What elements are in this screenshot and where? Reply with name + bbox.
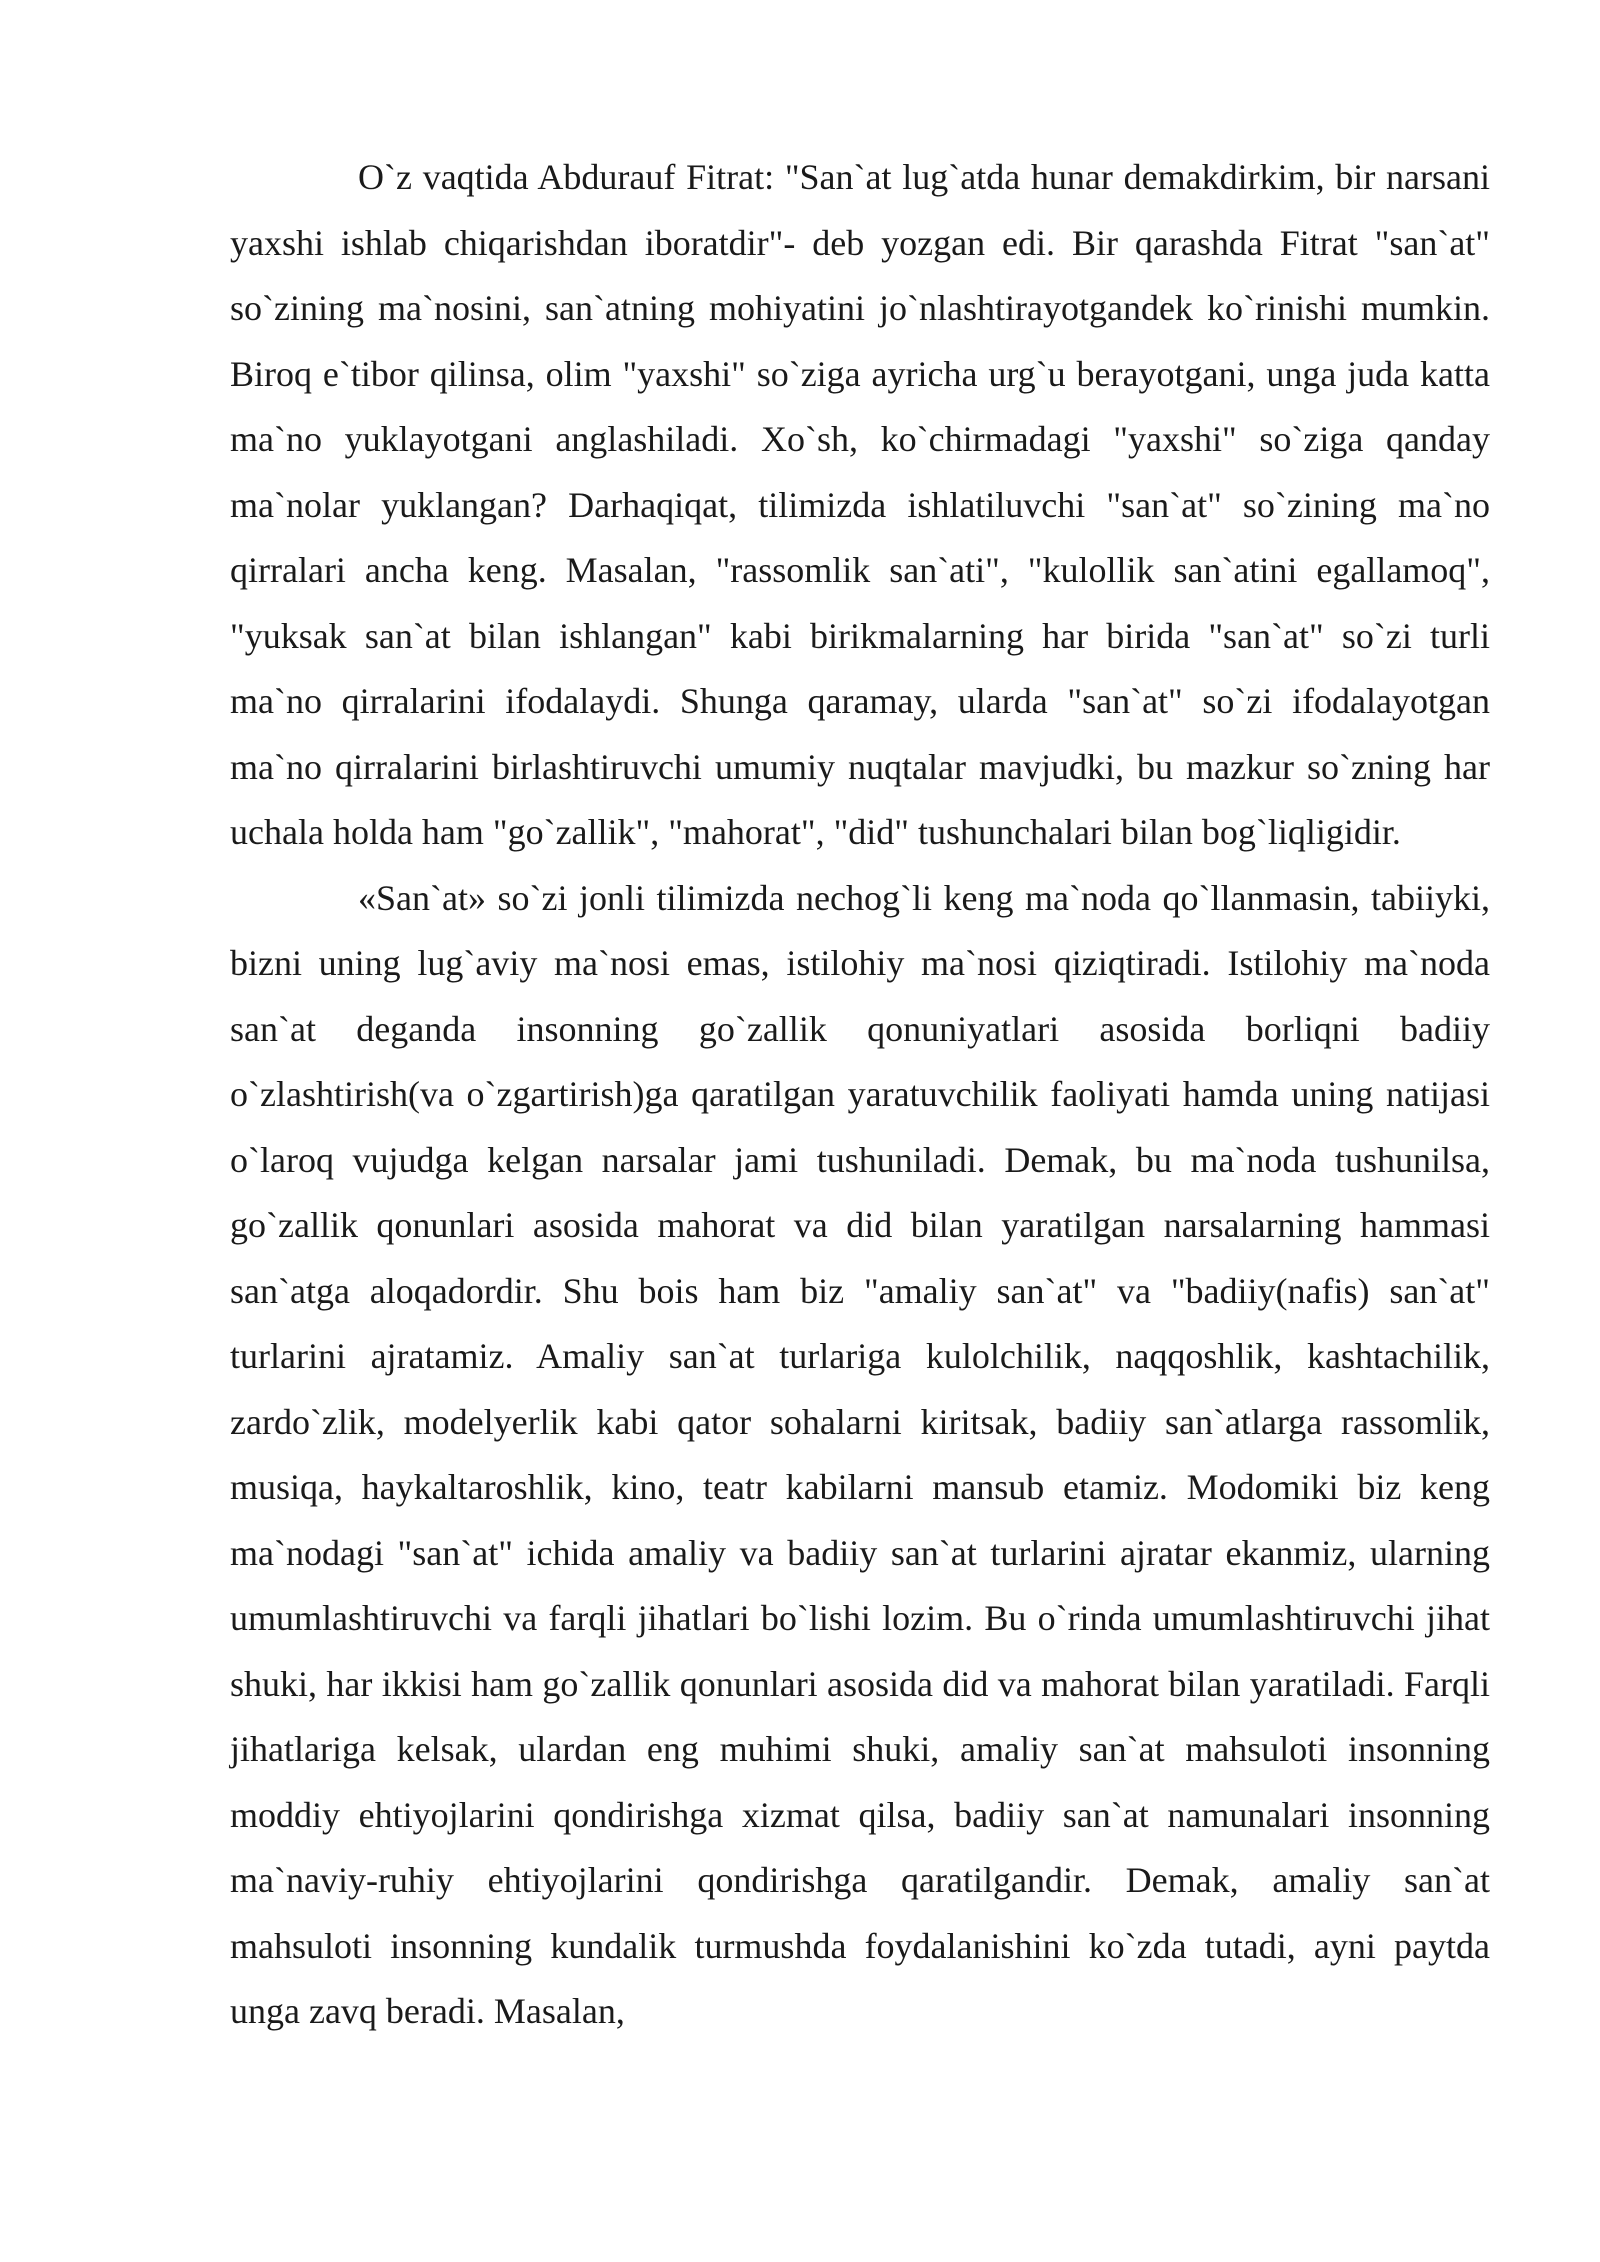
paragraph-1: O`z vaqtida Abdurauf Fitrat: "San`at lug`atda hunar demakdirkim, bir narsani yaxshi ishlab chiqarishdan iboratdir"- deb yozgan edi. Bir qarashda Fitrat "san`at" so`zining ma`nosini, san`atning mohiyatini jo`nlashtirayotgandek ko`rinishi mumkin. Biroq e`tibor qilinsa, olim "yaxshi" so`ziga ayricha urg`u berayotgani, unga juda katta ma`no yuklayotgani anglashiladi. Xo`sh, ko`chirmadagi "yaxshi" so`ziga qanday ma`nolar yuklangan? Darhaqiqat, tilimizda ishlatiluvchi "san`at" so`zining ma`no qirralari ancha keng. Masalan, "rassomlik san`ati", "kulollik san`atini egallamoq", "yuksak san`at bilan ishlangan" kabi birikmalarning har birida "san`at" so`zi turli ma`no qirralarini ifodalaydi. Shunga qaramay, ularda "san`at" so`zi ifodalayotgan ma`no qirralarini birlashtiruvchi umumiy nuqtalar mavjudki, bu mazkur so`zning har uchala holda ham "go`zallik", "mahorat", "did" tushunchalari bilan bog`liqligidir. xyxy=(230,157,1490,852)
document-page xyxy=(230,145,1490,2045)
paragraph-2: «San`at» so`zi jonli tilimizda nechog`li keng ma`noda qo`llanmasin, tabiiyki, bizni uning lug`aviy ma`nosi emas, istilohiy ma`nosi qiziqtiradi. Istilohiy ma`noda san`at deganda insonning go`zallik qonuniyatlari asosida borliqni badiiy o`zlashtirish(va o`zgartirish)ga qaratilgan yaratuvchilik faoliyati hamda uning natijasi o`laroq vujudga kelgan narsalar jami tushuniladi. Demak, bu ma`noda tushunilsa, go`zallik qonunlari asosida mahorat va did bilan yaratilgan narsalarning hammasi san`atga aloqadordir. Shu bois ham biz "amaliy san`at" va "badiiy(nafis) san`at" turlarini ajratamiz. Amaliy san`at turlariga kulolchilik, naqqoshlik, kashtachilik, zardo`zlik, modelyerlik kabi qator sohalarni kiritsak, badiiy san`atlarga rassomlik, musiqa, haykaltaroshlik, kino, teatr kabilarni mansub etamiz. Modomiki biz keng ma`nodagi "san`at" ichida amaliy va badiiy san`at turlarini ajratar ekanmiz, ularning umumlashtiruvchi va farqli jihatlari bo`lishi lozim. Bu o`rinda umumlashtiruvchi jihat shuki, har ikkisi ham go`zallik qonunlari asosida did va mahorat bilan yaratiladi. Farqli jihatlariga kelsak, ulardan eng muhimi shuki, amaliy san`at mahsuloti insonning moddiy ehtiyojlarini qondirishga xizmat qilsa, badiiy san`at namunalari insonning ma`naviy-ruhiy ehtiyojlarini qondirishga qaratilgandir. Demak, amaliy san`at mahsuloti insonning kundalik turmushda foydalanishini ko`zda tutadi, ayni paytda unga zavq beradi. Masalan, xyxy=(230,877,1490,2031)
